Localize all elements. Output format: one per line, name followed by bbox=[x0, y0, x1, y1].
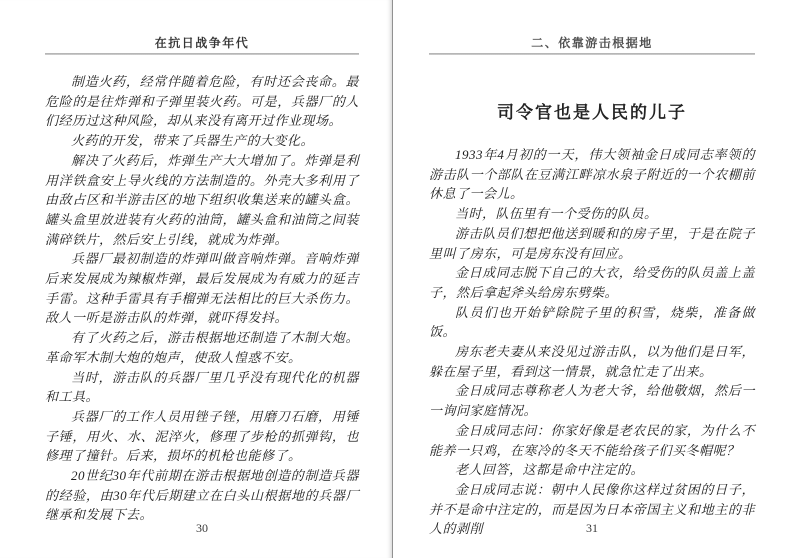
body-text-left bbox=[45, 72, 359, 525]
page-right bbox=[393, 0, 786, 558]
paragraph: 1933年4月初的一天，伟大领袖金日成同志率领的游击队一个部队在豆满江畔凉水泉子附近的一个农棚前休息了一会儿。 bbox=[429, 147, 755, 202]
paragraph: 火药的开发，带来了兵器生产的大变化。 bbox=[71, 133, 315, 149]
paragraph: 金日成同志脱下自己的大衣，给受伤的队员盖上盖子，然后拿起斧头给房东劈柴。 bbox=[429, 265, 755, 300]
header-rule-right bbox=[429, 53, 755, 55]
running-header-right: 二、依靠游击根据地 bbox=[531, 36, 653, 50]
paragraph: 20世纪30年代前期在游击根据地创造的制造兵器的经验，由30年代后期建立在白头山根据地的兵器厂继承和发展下去。 bbox=[45, 468, 359, 523]
paragraph: 金日成同志说：朝中人民像你这样过贫困的日子，并不是命中注定的，而是因为日本帝国主义和地主的非人的剥削 bbox=[429, 481, 755, 537]
body-text-right bbox=[429, 145, 755, 539]
paragraph: 制造火药，经常伴随着危险，有时还会丧命。最危险的是往炸弹和子弹里装火药。可是，兵器厂的人们经历过这种风险，却从来没有离开过作业现场。 bbox=[45, 74, 359, 129]
paragraph: 房东老夫妻从来没见过游击队，以为他们是日军，躲在屋子里，看到这一情景，就急忙走了出来。 bbox=[429, 344, 755, 379]
paragraph: 兵器厂最初制造的炸弹叫做音响炸弹。音响炸弹后来发展成为辣椒炸弹，最后发展成为有威力的延吉手雷。这种手雷具有手榴弹无法相比的巨大杀伤力。敌人一听是游击队的炸弹，就吓得发抖。 bbox=[45, 251, 359, 326]
running-header-left: 在抗日战争年代 bbox=[154, 36, 250, 50]
page-left bbox=[0, 0, 393, 558]
paragraph: 当时，队伍里有一个受伤的队员。 bbox=[455, 206, 658, 222]
paragraph: 队员们也开始铲除院子里的积雪，烧柴，准备做饭。 bbox=[429, 304, 755, 340]
page-number-left: 30 bbox=[196, 521, 208, 535]
paragraph: 当时，游击队的兵器厂里几乎没有现代化的机器和工具。 bbox=[45, 369, 359, 405]
paragraph: 游击队员们想把他送到暖和的房子里，于是在院子里叫了房东，可是房东没有回应。 bbox=[429, 225, 755, 261]
paragraph: 有了火药之后，游击根据地还制造了木制大炮。革命军木制大炮的炮声，使敌人惶惑不安。 bbox=[45, 330, 359, 365]
paragraph: 金日成同志尊称老人为老大爷，给他敬烟，然后一一询问家庭情况。 bbox=[429, 383, 755, 419]
paragraph: 解决了火药后，炸弹生产大大增加了。炸弹是利用洋铁盒安上导火线的方法制造的。外壳大多利用了由敌占区和半游击区的地下组织收集送来的罐头盒。罐头盒里放进装有火药的油筒，罐头盒和油筒之间装满碎铁片，然后安上引线，就成为炸弹。 bbox=[45, 152, 359, 247]
header-rule-left bbox=[45, 53, 359, 55]
chapter-title: 司令官也是人民的儿子 bbox=[497, 103, 687, 122]
paragraph: 金日成同志问：你家好像是老农民的家，为什么不能养一只鸡，在寒冷的冬天不能给孩子们买冬帽呢？ bbox=[429, 422, 755, 458]
paragraph: 老人回答，这都是命中注定的。 bbox=[455, 462, 645, 478]
paragraph: 兵器厂的工作人员用锉子锉，用磨刀石磨，用锤子锤，用火、水、泥淬火，修理了步枪的抓弹钩，也修理了撞针。后来，损坏的机枪也能修了。 bbox=[45, 408, 359, 464]
page-number-right: 31 bbox=[586, 521, 598, 535]
